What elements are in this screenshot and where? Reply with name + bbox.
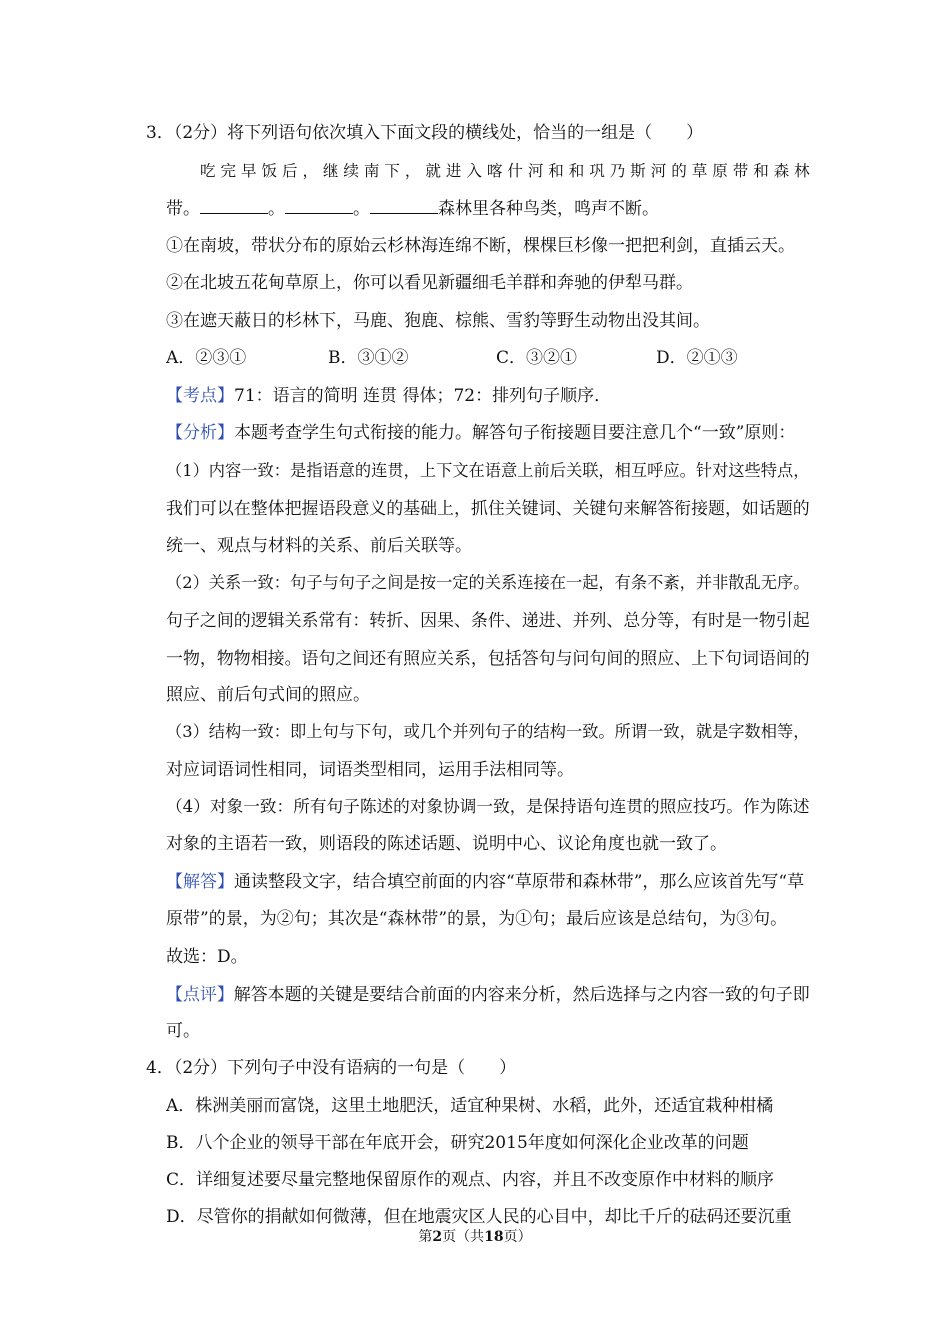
dianping-line2: 可。 xyxy=(166,1021,200,1041)
jieda-text: 通读整段文字，结合填空前面的内容“草原带和森林带”，那么应该首先写“草 xyxy=(234,872,805,892)
q4-option-d: D．尽管你的捐献如何微薄，但在地震灾区人民的心目中，却比千斤的砝码还要沉重 xyxy=(166,1207,792,1227)
analysis-p1-line3: 统一、观点与材料的关系、前后关联等。 xyxy=(166,536,472,556)
footer-suffix: 页） xyxy=(503,1229,532,1245)
analysis-p4-line1: （4）对象一致：所有句子陈述的对象协调一致，是保持语句连贯的照应技巧。作为陈述 xyxy=(166,797,810,816)
passage-text-d: 森林里各种鸟类，鸣声不断。 xyxy=(438,199,659,219)
q4-option-a: A．株洲美丽而富饶，这里土地肥沃，适宜种果树、水稻，此外，还适宜栽种柑橘 xyxy=(166,1096,774,1116)
q3-stem: 3．（2分）将下列语句依次填入下面文段的横线处，恰当的一组是（ ） xyxy=(146,123,704,143)
blank-2 xyxy=(285,197,353,214)
analysis-p2-line1: （2）关系一致：句子与句子之间是按一定的关系连接在一起，有条不紊，并非散乱无序。 xyxy=(166,573,810,592)
dianping-text: 解答本题的关键是要结合前面的内容来分析，然后选择与之内容一致的句子即 xyxy=(233,984,810,1004)
q3-option-b: B．③①② xyxy=(328,348,409,368)
q3-sentence-3: ③在遮天蔽日的杉林下，马鹿、狍鹿、棕熊、雪豹等野生动物出没其间。 xyxy=(166,311,710,331)
analysis-p3-line1: （3）结构一致：即上句与下句，或几个并列句子的结构一致。所谓一致，就是字数相等， xyxy=(166,722,810,741)
q4-stem: 4．（2分）下列句子中没有语病的一句是（ ） xyxy=(146,1058,517,1078)
passage-text-a: 带。 xyxy=(166,199,200,219)
q3-fenxi xyxy=(166,421,795,445)
passage-text-c: 。 xyxy=(353,199,370,219)
footer-total-pages: 18 xyxy=(484,1229,504,1245)
analysis-p1-line1: （1）内容一致：是指语意的连贯，上下文在语意上前后关联，相互呼应。针对这些特点， xyxy=(166,461,810,480)
footer-prefix: 第 xyxy=(418,1229,433,1245)
jieda-line2: 原带”的景，为②句；其次是“森林带”的景，为①句；最后应该是总结句，为③句。 xyxy=(166,909,788,929)
q3-passage-line1: 吃 完 早 饭 后 ， 继 续 南 下 ， 就 进 入 喀 什 河 和 和 巩 乃 斯 河 的 草 原 带 和 森 林 xyxy=(200,162,810,180)
jieda-line3: 故选：D。 xyxy=(166,947,248,967)
jieda-tag: 【解答】 xyxy=(166,872,234,892)
page-footer xyxy=(0,1226,950,1246)
analysis-p1-line2: 我们可以在整体把握语段意义的基础上，抓住关键词、关键句来解答衔接题，如话题的 xyxy=(166,498,810,518)
q3-option-d: D．②①③ xyxy=(656,348,738,368)
q3-option-c: C．③②① xyxy=(496,348,578,368)
footer-page-number: 2 xyxy=(432,1229,443,1245)
footer-mid: 页（共 xyxy=(442,1229,485,1245)
q3-kaodian xyxy=(166,384,611,408)
q4-option-b: B．八个企业的领导干部在年底开会，研究2015年度如何深化企业改革的问题 xyxy=(166,1133,749,1153)
dianping-tag: 【点评】 xyxy=(166,984,234,1004)
analysis-p2-line4: 照应、前后句式间的照应。 xyxy=(166,685,370,705)
analysis-p4-line2: 对象的主语若一致，则语段的陈述话题、说明中心、议论角度也就一致了。 xyxy=(166,834,727,854)
kaodian-text: 71：语言的简明 连贯 得体；72：排列句子顺序． xyxy=(234,386,612,406)
analysis-p2-line3: 一物，物物相接。语句之间还有照应关系，包括答句与问句间的照应、上下句词语间的 xyxy=(166,648,810,668)
blank-3 xyxy=(370,197,438,214)
q4-option-c: C．详细复述要尽量完整地保留原作的观点、内容，并且不改变原作中材料的顺序 xyxy=(166,1170,775,1190)
q3-passage-line2 xyxy=(166,197,659,221)
analysis-p3-line2: 对应词语词性相同，词语类型相同，运用手法相同等。 xyxy=(166,760,574,780)
kaodian-tag: 【考点】 xyxy=(166,386,234,406)
q3-dianping xyxy=(166,982,810,1006)
q3-sentence-2: ②在北坡五花甸草原上，你可以看见新疆细毛羊群和奔驰的伊犁马群。 xyxy=(166,273,693,293)
analysis-p2-line2: 句子之间的逻辑关系常有：转折、因果、条件、递进、并列、总分等，有时是一物引起 xyxy=(166,610,810,630)
fenxi-text: 本题考查学生句式衔接的能力。解答句子衔接题目要注意几个“一致”原则： xyxy=(234,423,796,443)
q3-sentence-1: ①在南坡，带状分布的原始云杉林海连绵不断，棵棵巨杉像一把把利剑，直插云天。 xyxy=(166,236,795,256)
q3-jieda xyxy=(166,870,804,894)
passage-text-b: 。 xyxy=(268,199,285,219)
blank-1 xyxy=(200,197,268,214)
q3-option-a: A．②③① xyxy=(166,348,247,368)
fenxi-tag: 【分析】 xyxy=(166,423,234,443)
